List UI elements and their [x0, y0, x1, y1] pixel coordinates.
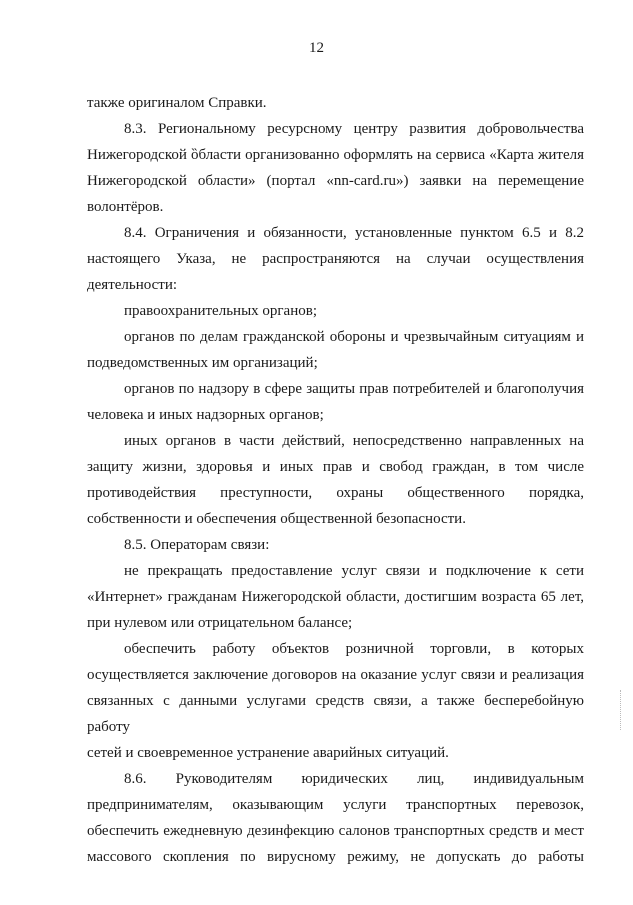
- text-line: правоохранительных органов;: [124, 303, 317, 319]
- text-line: не прекращать предоставление услуг связи и подключение к сети: [124, 563, 584, 579]
- text-line: человека и иных надзорных органов;: [87, 407, 324, 423]
- text-line: массового скопления по вирусному режиму, не допускать до работы: [87, 849, 584, 865]
- text-line: 8.4. Ограничения и обязанности, установленные пунктом 6.5 и 8.2: [124, 225, 584, 241]
- text-line: волонтёров.: [87, 199, 164, 215]
- text-line: при нулевом или отрицательном балансе;: [87, 615, 353, 631]
- text-line: 8.6. Руководителям юридических лиц, индивидуальным: [124, 771, 584, 787]
- text-line: осуществляется заключение договоров на оказание услуг связи и реализация: [87, 667, 584, 683]
- text-line: 8.5. Операторам связи:: [124, 537, 270, 553]
- text-line: иных органов в части действий, непосредственно направленных на: [124, 433, 584, 449]
- text-line: собственности и обеспечения общественной безопасности.: [87, 511, 466, 527]
- document-body: [87, 90, 584, 870]
- text-line: деятельности:: [87, 277, 178, 293]
- text-line: 8.3. Региональному ресурсному центру развития добровольчества: [124, 121, 584, 137]
- text-line: противодействия преступности, охраны общественного порядка,: [87, 485, 584, 501]
- text-line: органов по делам гражданской обороны и чрезвычайным ситуациям и: [124, 329, 584, 345]
- text-line: связанных с данными услугами средств связи, а также бесперебойную работу: [87, 693, 584, 735]
- text-line: сетей и своевременное устранение аварийных ситуаций.: [87, 745, 449, 761]
- text-line: также оригиналом Справки.: [87, 95, 267, 111]
- text-line: органов по надзору в сфере защиты прав потребителей и благополучия: [124, 381, 584, 397]
- margin-scan-mark: [620, 690, 623, 730]
- text-line: «Интернет» гражданам Нижегородской области, достигшим возраста 65 лет,: [87, 589, 584, 605]
- text-line: Нижегородской области» (портал «nn-card.ru») заявки на перемещение: [87, 173, 584, 189]
- text-line: Нижегородской ȍбласти организованно оформлять на сервиса «Карта жителя: [87, 147, 584, 163]
- text-line: подведомственных им организаций;: [87, 355, 318, 371]
- text-line: защиту жизни, здоровья и иных прав и свобод граждан, в том числе: [87, 459, 584, 475]
- text-line: обеспечить ежедневную дезинфекцию салонов транспортных средств и мест: [87, 823, 584, 839]
- text-line: настоящего Указа, не распространяются на случаи осуществления: [87, 251, 584, 267]
- page-number: 12: [309, 40, 324, 56]
- text-line: предпринимателям, оказывающим услуги транспортных перевозок,: [87, 797, 584, 813]
- text-line: обеспечить работу объектов розничной торговли, в которых: [124, 641, 584, 657]
